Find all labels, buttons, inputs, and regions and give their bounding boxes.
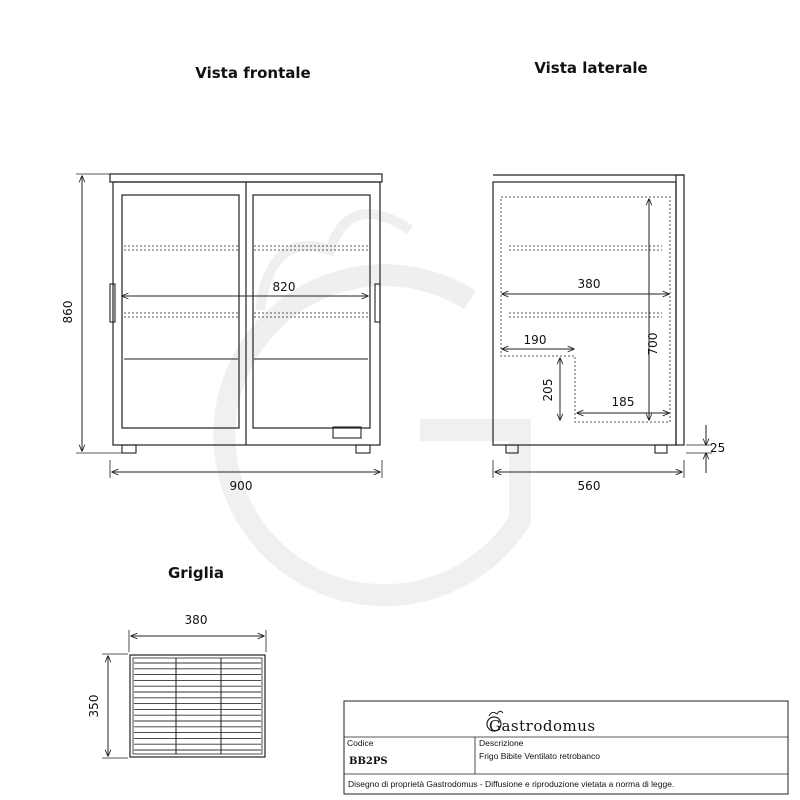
dim-820: 820: [272, 280, 296, 294]
dim-380-side: 380: [577, 277, 601, 291]
inner-cavity: [501, 197, 670, 422]
title-block: [344, 701, 788, 794]
dim-25: 25: [710, 441, 726, 455]
watermark-logo: [224, 214, 520, 595]
grid-view-title: Griglia: [168, 564, 224, 582]
right-handle: [375, 284, 380, 322]
dim-900: 900: [229, 479, 253, 493]
gastrodomus-logo: [487, 711, 596, 735]
logo-text: Gastrodomus: [489, 717, 596, 735]
dim-350: 350: [87, 694, 101, 718]
control-panel: [333, 427, 361, 438]
front-view-title: Vista frontale: [195, 64, 311, 82]
dim-860: 860: [61, 300, 75, 324]
dim-380-grid: 380: [184, 613, 208, 627]
description-value: Frigo Bibite Ventilato retrobanco: [479, 751, 600, 761]
grid-bars: [134, 663, 261, 750]
code-value: BB2PS: [349, 756, 388, 767]
grid-view: [87, 613, 266, 758]
side-view-title: Vista laterale: [534, 59, 648, 77]
dim-205: 205: [541, 378, 555, 402]
side-view: [493, 175, 725, 493]
grid-frame: [130, 655, 265, 757]
dim-700: 700: [646, 332, 660, 356]
dim-190: 190: [523, 333, 547, 347]
front-view: [61, 174, 382, 493]
title-block-footer: Disegno di proprietà Gastrodomus - Diffusione e riproduzione vietata a norma di legge.: [348, 779, 675, 789]
description-label: Descrizione: [479, 738, 524, 748]
front-top-counter: [110, 174, 382, 182]
dim-185: 185: [611, 395, 635, 409]
dim-560: 560: [577, 479, 601, 493]
code-label: Codice: [347, 738, 374, 748]
